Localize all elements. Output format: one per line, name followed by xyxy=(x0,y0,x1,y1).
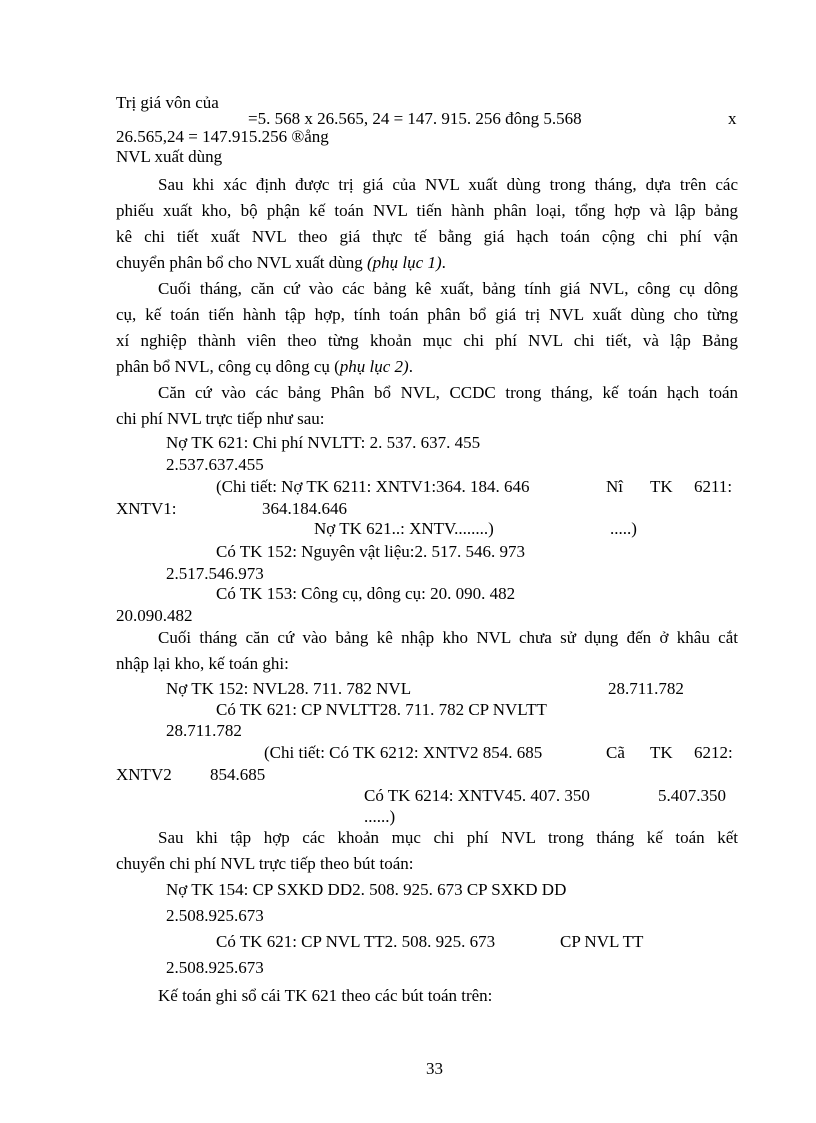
paragraph-2-line-2: cụ, kế toán tiến hành tập hợp, tính toán phân bổ giá trị NVL xuất dùng cho từng xyxy=(116,305,738,324)
entry-no-152: Nợ TK 152: NVL28. 711. 782 NVL xyxy=(166,679,412,698)
line-nvl-xuat-dung: NVL xuất dùng xyxy=(116,147,223,166)
entry-xntv1-label: XNTV1: xyxy=(116,499,177,518)
entry-detail-6212: (Chi tiết: Có TK 6212: XNTV2 854. 685 xyxy=(264,743,543,762)
paragraph-1-line-4: chuyển phân bổ cho NVL xuất dùng (phụ lục 1). xyxy=(116,253,446,272)
entry-xntv1-amount: 364.184.646 xyxy=(262,499,347,518)
paragraph-4-line-1: Cuối tháng căn cứ vào bảng kê nhập kho NVL chưa sử dụng đến ở khâu cắt xyxy=(158,628,738,647)
entry-co-621-amount: 28.711.782 xyxy=(166,721,242,740)
entry-co-152: Có TK 152: Nguyên vật liệu:2. 517. 546. 973 xyxy=(216,542,525,561)
paragraph-5-line-2: chuyển chi phí NVL trực tiếp theo bút toán: xyxy=(116,854,414,873)
entry-co-153-amount: 20.090.482 xyxy=(116,606,193,625)
entry-detail-6211-col-c: 6211: xyxy=(694,477,733,496)
entry-close-paren: ......) xyxy=(364,807,396,826)
entry-co-6214: Có TK 6214: XNTV45. 407. 350 xyxy=(364,786,590,805)
entry-co-621: Có TK 621: CP NVLTT28. 711. 782 CP NVLTT xyxy=(216,700,547,719)
page-number: 33 xyxy=(426,1059,443,1078)
entry-no-621: Nợ TK 621: Chi phí NVLTT: 2. 537. 637. 455 xyxy=(166,433,481,452)
entry-co-621-final-amount: 2.508.925.673 xyxy=(166,958,264,977)
entry-no-154-amount: 2.508.925.673 xyxy=(166,906,264,925)
appendix-reference-2: phụ lục 2) xyxy=(339,357,409,376)
paragraph-2-line-4: phân bổ NVL, công cụ dông cụ (phụ lục 2). xyxy=(116,357,413,376)
entry-co-6214-amount: 5.407.350 xyxy=(658,786,726,805)
line-formula-result: 26.565,24 = 147.915.256 ®ång xyxy=(116,127,329,146)
paragraph-3-line-2: chi phí NVL trực tiếp như sau: xyxy=(116,409,325,428)
line-formula: =5. 568 x 26.565, 24 = 147. 915. 256 đông 5.568 xyxy=(248,109,582,128)
appendix-reference-1: (phụ lục 1) xyxy=(367,253,442,272)
paragraph-3-line-1: Căn cứ vào các bảng Phân bổ NVL, CCDC trong tháng, kế toán hạch toán xyxy=(158,383,738,402)
entry-no-152-amount: 28.711.782 xyxy=(608,679,684,698)
entry-detail-6212-col-b: TK xyxy=(650,743,673,762)
entry-detail-6212-col-c: 6212: xyxy=(694,743,733,762)
entry-co-621-final-right: CP NVL TT xyxy=(560,932,644,951)
entry-no-621-amount: 2.537.637.455 xyxy=(166,455,264,474)
entry-detail-6211-col-b: TK xyxy=(650,477,673,496)
entry-co-152-amount: 2.517.546.973 xyxy=(166,564,264,583)
entry-xntv2-label: XNTV2 xyxy=(116,765,172,784)
paragraph-1-line-2: phiếu xuất kho, bộ phận kế toán NVL tiến hành phân loại, tổng hợp và lập bảng xyxy=(116,201,738,220)
closing-sentence: Kế toán ghi sổ cái TK 621 theo các bút toán trên: xyxy=(158,986,493,1005)
paragraph-1-line-1: Sau khi xác định được trị giá của NVL xuất dùng trong tháng, dựa trên các xyxy=(158,175,738,194)
paragraph-4-line-2: nhập lại kho, kế toán ghi: xyxy=(116,654,289,673)
entry-detail-6211: (Chi tiết: Nợ TK 6211: XNTV1:364. 184. 646 xyxy=(216,477,530,496)
entry-detail-6212-col-a: Cã xyxy=(606,743,625,762)
entry-co-153: Có TK 153: Công cụ, dông cụ: 20. 090. 482 xyxy=(216,584,516,603)
entry-no-154: Nợ TK 154: CP SXKD DD2. 508. 925. 673 CP SXKD DD xyxy=(166,880,567,899)
entry-co-621-final: Có TK 621: CP NVL TT2. 508. 925. 673 xyxy=(216,932,496,951)
entry-detail-6211-col-a: Nî xyxy=(606,477,623,496)
entry-no-621-xntv: Nợ TK 621..: XNTV........) xyxy=(314,519,494,538)
line-formula-x: x xyxy=(728,109,737,128)
paragraph-2-line-3: xí nghiệp thành viên theo từng khoản mục chi phí NVL chi tiết, và lập Bảng xyxy=(116,331,738,350)
paragraph-1-line-3: kê chi tiết xuất NVL theo giá thực tế bằng giá hạch toán cộng chi phí vận xyxy=(116,227,738,246)
line-tri-gia: Trị giá vôn của xyxy=(116,93,219,112)
entry-no-621-xntv-right: .....) xyxy=(610,519,637,538)
paragraph-5-line-1: Sau khi tập hợp các khoản mục chi phí NVL trong tháng kế toán kết xyxy=(158,828,738,847)
entry-xntv2-amount: 854.685 xyxy=(210,765,266,784)
paragraph-2-line-1: Cuối tháng, căn cứ vào các bảng kê xuất, bảng tính giá NVL, công cụ dông xyxy=(158,279,738,298)
